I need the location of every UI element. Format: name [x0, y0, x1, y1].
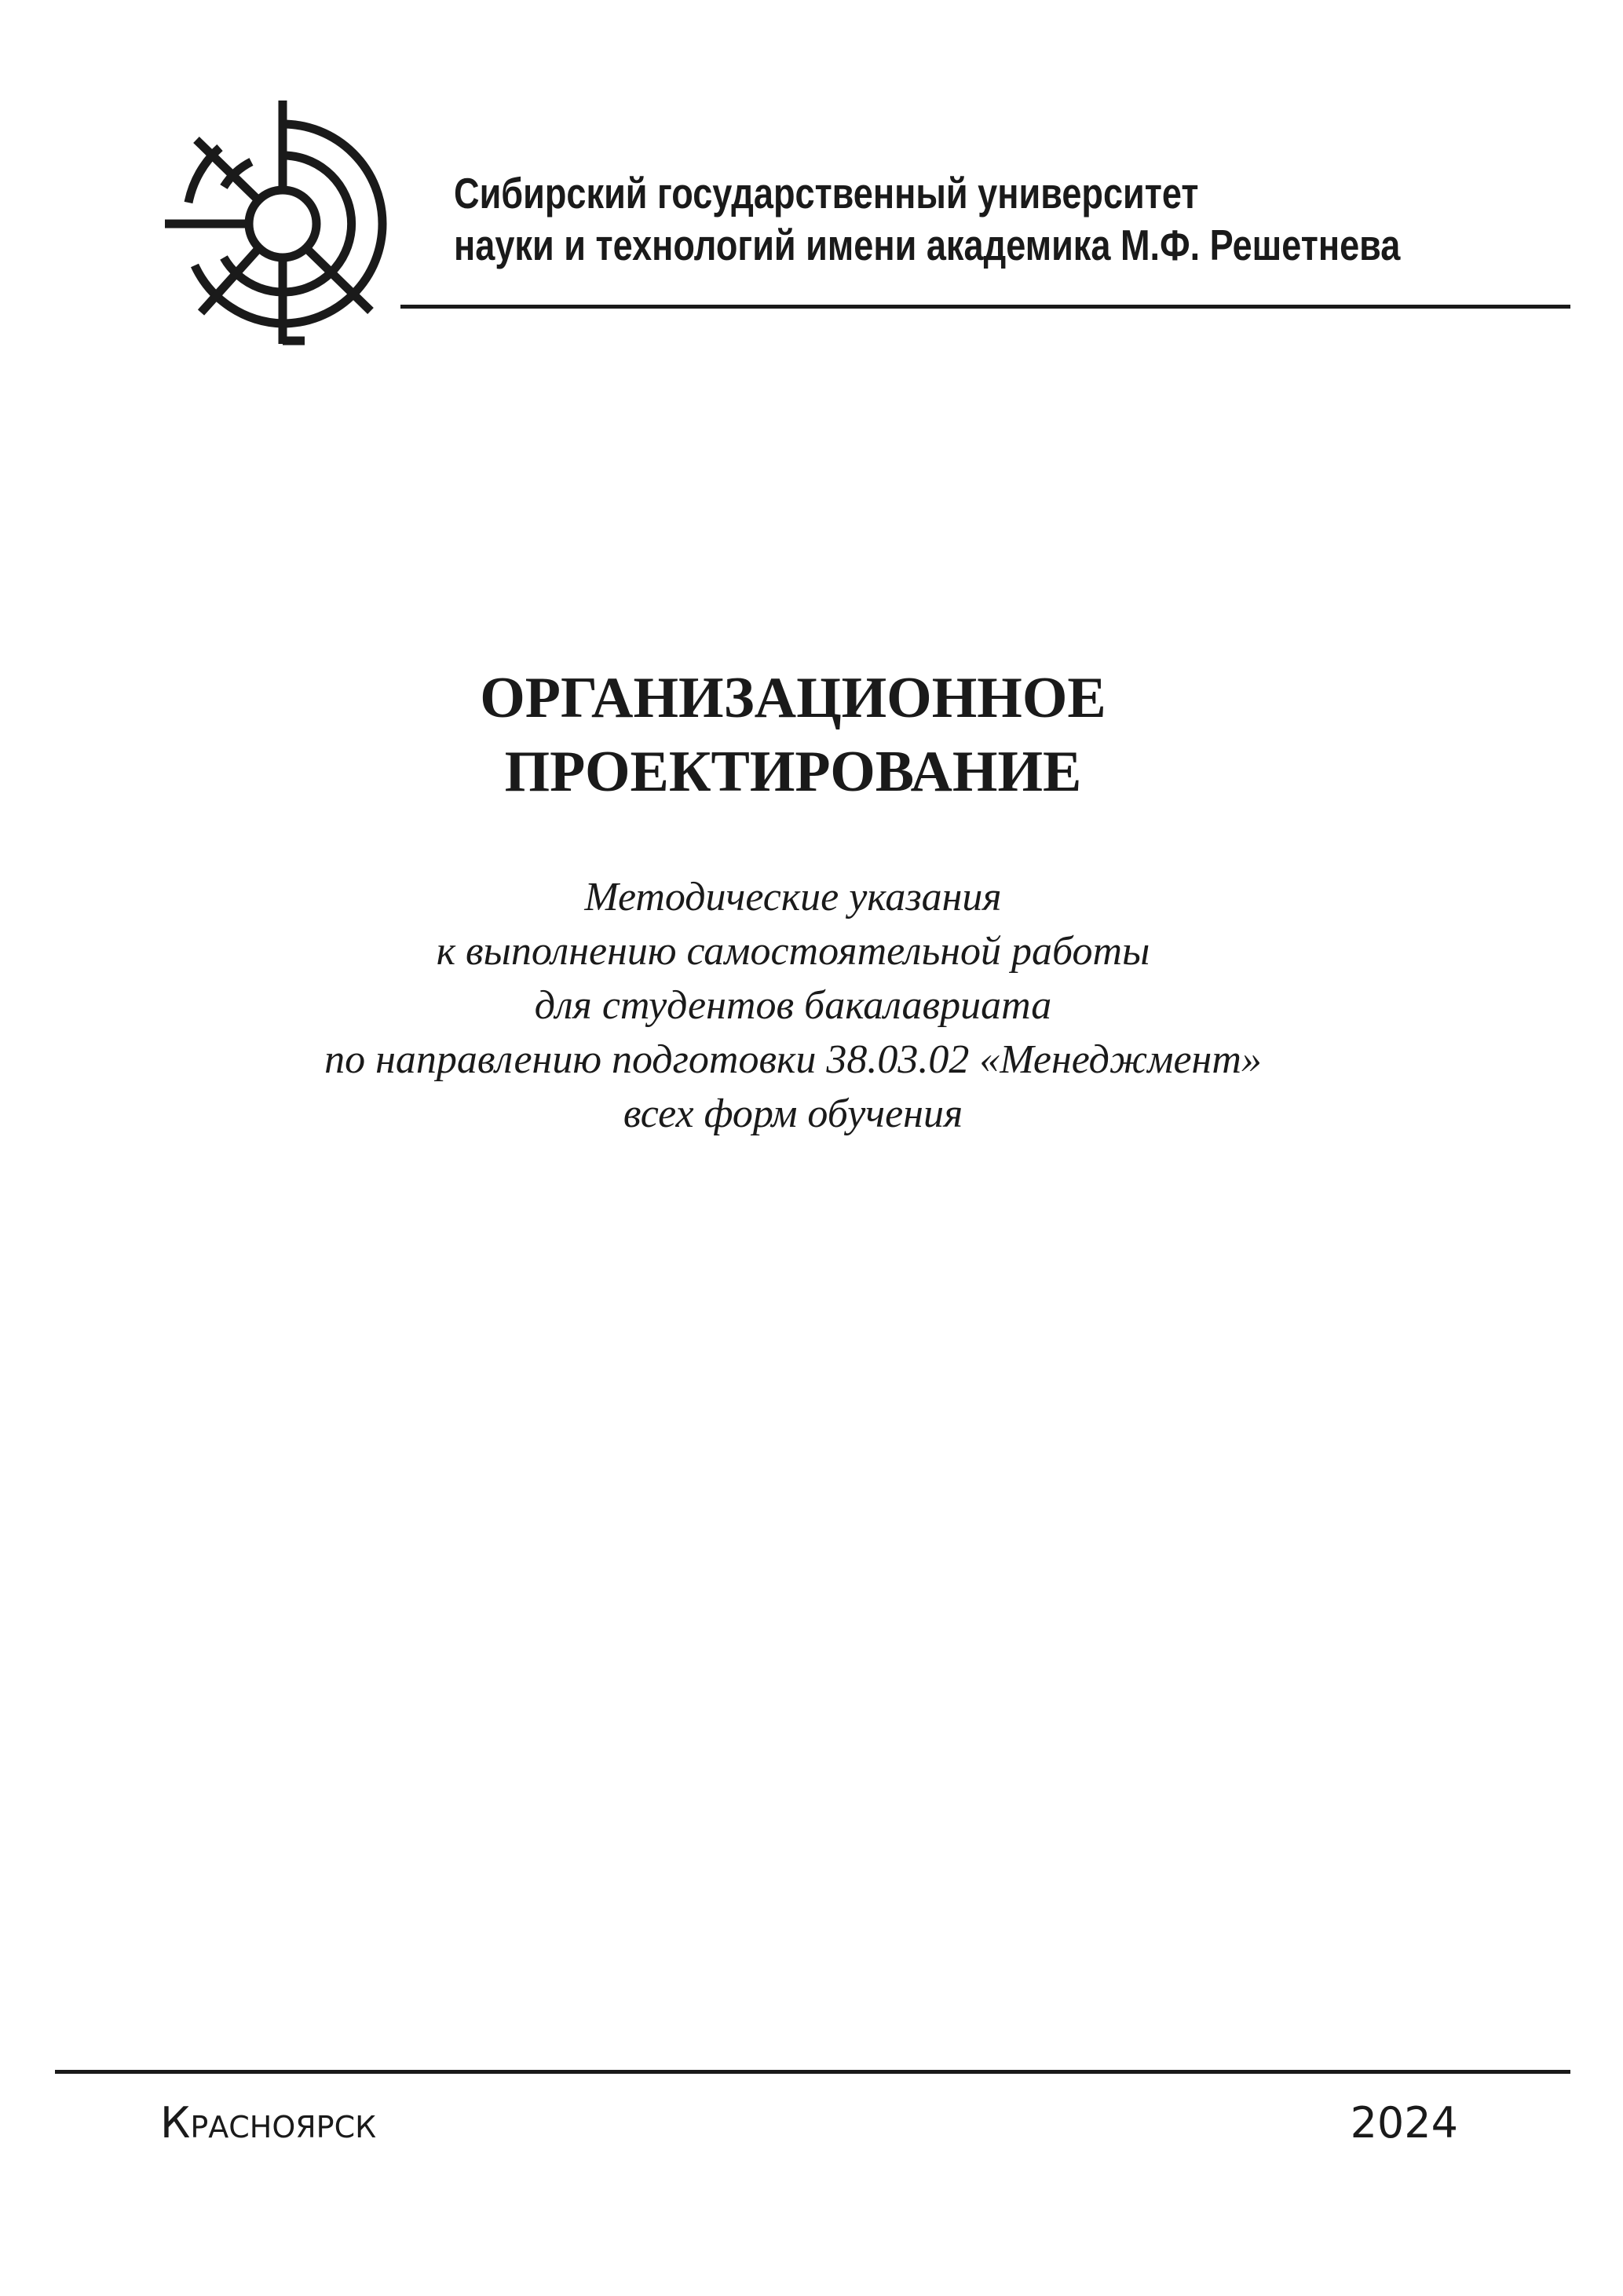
subtitle-line-4: по направлению подготовки 38.03.02 «Менеджмент»	[324, 1037, 1262, 1082]
organization-name	[454, 167, 1401, 271]
organization-name-line-1: Сибирский государственный университет	[454, 169, 1199, 218]
organization-name-line-2: науки и технологий имени академика М.Ф. Решетнева	[454, 221, 1401, 269]
subtitle-line-1: Методические указания	[584, 875, 1002, 919]
document-subtitle	[0, 870, 1586, 1141]
subtitle-line-2: к выполнению самостоятельной работы	[436, 929, 1150, 974]
publication-city: Красноярск	[160, 2098, 377, 2148]
document-title	[0, 661, 1586, 809]
title-line-1: ОРГАНИЗАЦИОННОЕ	[480, 666, 1106, 730]
subtitle-line-5: всех форм обучения	[623, 1091, 963, 1136]
footer-divider	[55, 2070, 1570, 2074]
university-emblem-icon	[165, 101, 400, 347]
header-divider	[400, 305, 1570, 309]
title-line-2: ПРОЕКТИРОВАНИЕ	[504, 740, 1082, 804]
subtitle-line-3: для студентов бакалавриата	[534, 983, 1052, 1028]
publication-year: 2024	[1350, 2098, 1458, 2148]
